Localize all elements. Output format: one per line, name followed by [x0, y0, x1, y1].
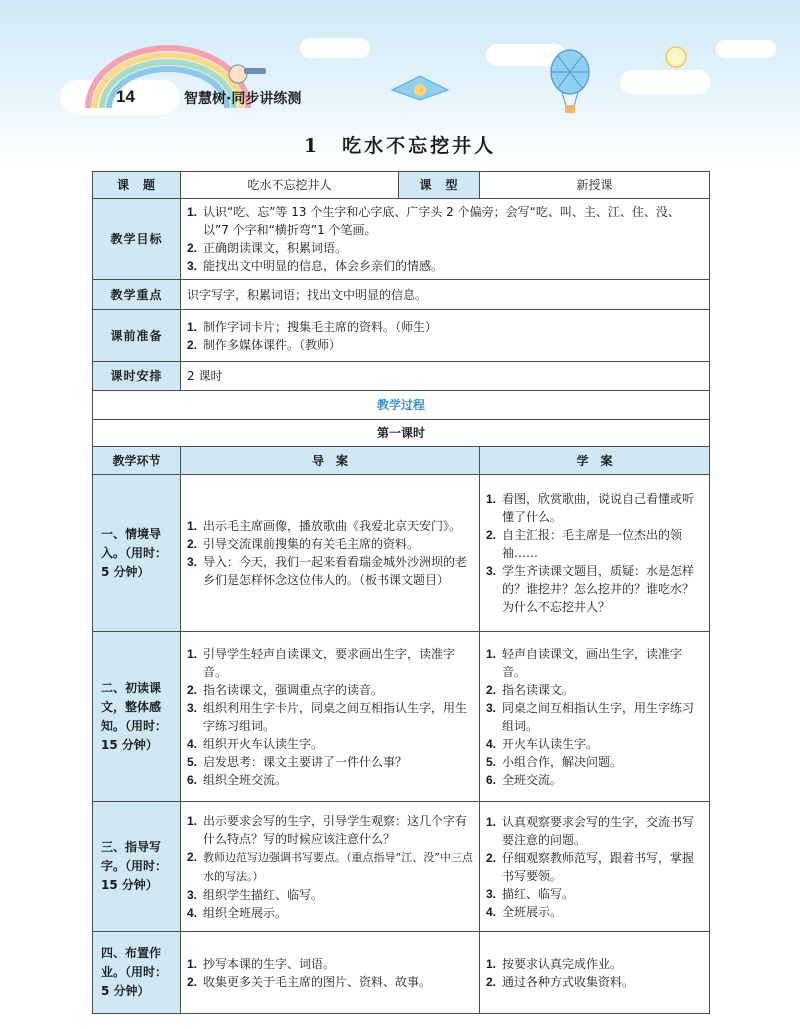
list-item: 3. 组织利用生字卡片，同桌之间互相指认生字，用生字练习组词。 — [187, 700, 468, 733]
table-row — [93, 932, 710, 1014]
goals-row — [93, 199, 710, 280]
list-item: 2. 通过各种方式收集资料。 — [486, 974, 635, 989]
session-row — [93, 420, 710, 447]
study-cell — [480, 632, 710, 802]
list-item: 4. 组织开火车认读生字。 — [187, 736, 324, 751]
col-guide-header: 导 案 — [181, 447, 480, 475]
list-item: 2. 引导交流课前搜集的有关毛主席的资料。 — [187, 537, 420, 551]
stage-name: 一、情境导入。（用时：5 分钟） — [93, 475, 181, 632]
focus-row — [93, 280, 710, 310]
hours-label: 课时安排 — [93, 362, 181, 391]
lesson-plan-table — [92, 171, 710, 1014]
study-cell — [480, 475, 710, 632]
prep-row — [93, 310, 710, 362]
kite-icon — [390, 70, 450, 110]
list-item: 1. 引导学生轻声自读课文，要求画出生字，读准字音。 — [187, 646, 456, 679]
session-title: 第一课时 — [93, 420, 710, 447]
column-header-row — [93, 447, 710, 475]
list-item: 2. 教师边范写边强调书写要点。（重点指导“江、没”中三点水的写法。） — [187, 849, 473, 883]
cloud-icon — [620, 70, 710, 94]
list-item: 1. 认真观察要求会写的生字，交流书写要注意的问题。 — [486, 814, 695, 847]
list-item: 2. 仔细观察教师范写，跟着书写，掌握书写要领。 — [486, 850, 695, 883]
lesson-title — [0, 131, 800, 158]
study-cell — [480, 802, 710, 932]
goals-cell — [181, 199, 710, 280]
list-item: 2. 正确朗读课文，积累词语。 — [187, 241, 348, 255]
cloud-icon — [716, 40, 776, 58]
list-item: 2. 指名读课文，强调重点字的读音。 — [187, 682, 384, 697]
hours-row — [93, 362, 710, 391]
list-item: 3. 能找出文中明显的信息，体会乡亲们的情感。 — [187, 259, 444, 273]
list-item: 2. 指名读课文。 — [486, 682, 575, 697]
stage-name: 二、初读课文，整体感知。（用时：15 分钟） — [93, 632, 181, 802]
study-cell — [480, 932, 710, 1014]
col-stage-header: 教学环节 — [93, 447, 181, 475]
list-item: 2. 自主汇报：毛主席是一位杰出的领袖…… — [486, 528, 683, 560]
list-item: 4. 开火车认读生字。 — [486, 736, 599, 751]
stage-name: 三、指导写字。（用时：15 分钟） — [93, 802, 181, 932]
topic-row — [93, 172, 710, 199]
list-item: 1. 看图，欣赏歌曲，说说自己看懂或听懂了什么。 — [486, 492, 695, 524]
list-item: 6. 组织全班交流。 — [187, 772, 288, 787]
goals-label: 教学目标 — [93, 199, 181, 280]
topic-label: 课 题 — [93, 172, 181, 199]
list-item: 3. 描红、临写。 — [486, 886, 575, 901]
guide-cell — [181, 632, 480, 802]
list-item: 1. 认识“吃、忘”等 13 个生字和心字底、广字头 2 个偏旁；会写“吃、叫、主、江、住、没、以”7 个字和“横折弯”1 个笔画。 — [187, 205, 680, 237]
stage-name: 四、布置作业。（用时：5 分钟） — [93, 932, 181, 1014]
lesson-number: 1 — [303, 135, 321, 157]
prep-label: 课前准备 — [93, 310, 181, 362]
list-item: 3. 导入：今天，我们一起来看看瑞金城外沙洲坝的老乡们是怎样怀念这位伟人的。（板书课文题目） — [187, 555, 468, 587]
focus-value: 识字写字，积累词语；找出文中明显的信息。 — [181, 280, 710, 310]
list-item: 5. 小组合作，解决问题。 — [486, 754, 623, 769]
page-number: 14 — [116, 87, 135, 106]
list-item: 3. 学生齐读课文题目，质疑：水是怎样的？谁挖井？怎么挖井的？谁吃水？为什么不忘挖井人？ — [486, 564, 695, 614]
prep-cell — [181, 310, 710, 362]
hot-air-balloon-icon — [548, 48, 592, 118]
list-item: 4. 组织全班展示。 — [187, 905, 288, 920]
col-study-header: 学 案 — [480, 447, 710, 475]
list-item: 1. 出示要求会写的生字，引导学生观察：这几个字有什么特点？写的时候应该注意什么？ — [187, 813, 468, 846]
lesson-title-text: 吃水不忘挖井人 — [342, 135, 497, 157]
sun-icon — [661, 42, 691, 72]
guide-cell — [181, 802, 480, 932]
hours-value: 2 课时 — [181, 362, 710, 391]
list-item: 1. 制作字词卡片；搜集毛主席的资料。（师生） — [187, 319, 438, 334]
topic-value: 吃水不忘挖井人 — [181, 172, 399, 199]
list-item: 3. 组织学生描红、临写。 — [187, 887, 324, 902]
table-row — [93, 802, 710, 932]
type-value: 新授课 — [480, 172, 710, 199]
series-title: 智慧树·同步讲练测 — [184, 91, 302, 107]
process-title: 教学过程 — [93, 391, 710, 420]
list-item: 1. 轻声自读课文，画出生字，读准字音。 — [486, 646, 683, 679]
list-item: 2. 收集更多关于毛主席的图片、资料、故事。 — [187, 974, 432, 989]
process-title-row — [93, 391, 710, 420]
list-item: 1. 出示毛主席画像，播放歌曲《我爱北京天安门》。 — [187, 519, 462, 533]
list-item: 1. 抄写本课的生字、词语。 — [187, 956, 336, 971]
focus-label: 教学重点 — [93, 280, 181, 310]
table-row — [93, 632, 710, 802]
list-item: 3. 同桌之间互相指认生字，用生字练习组词。 — [486, 700, 695, 733]
guide-cell — [181, 475, 480, 632]
guide-cell — [181, 932, 480, 1014]
list-item: 5. 启发思考：课文主要讲了一件什么事？ — [187, 754, 408, 769]
table-row — [93, 475, 710, 632]
list-item: 1. 按要求认真完成作业。 — [486, 956, 623, 971]
list-item: 2. 制作多媒体课件。（教师） — [187, 337, 342, 352]
cloud-icon — [300, 38, 370, 58]
list-item: 6. 全班交流。 — [486, 772, 563, 787]
type-label: 课 型 — [399, 172, 480, 199]
list-item: 4. 全班展示。 — [486, 904, 563, 919]
